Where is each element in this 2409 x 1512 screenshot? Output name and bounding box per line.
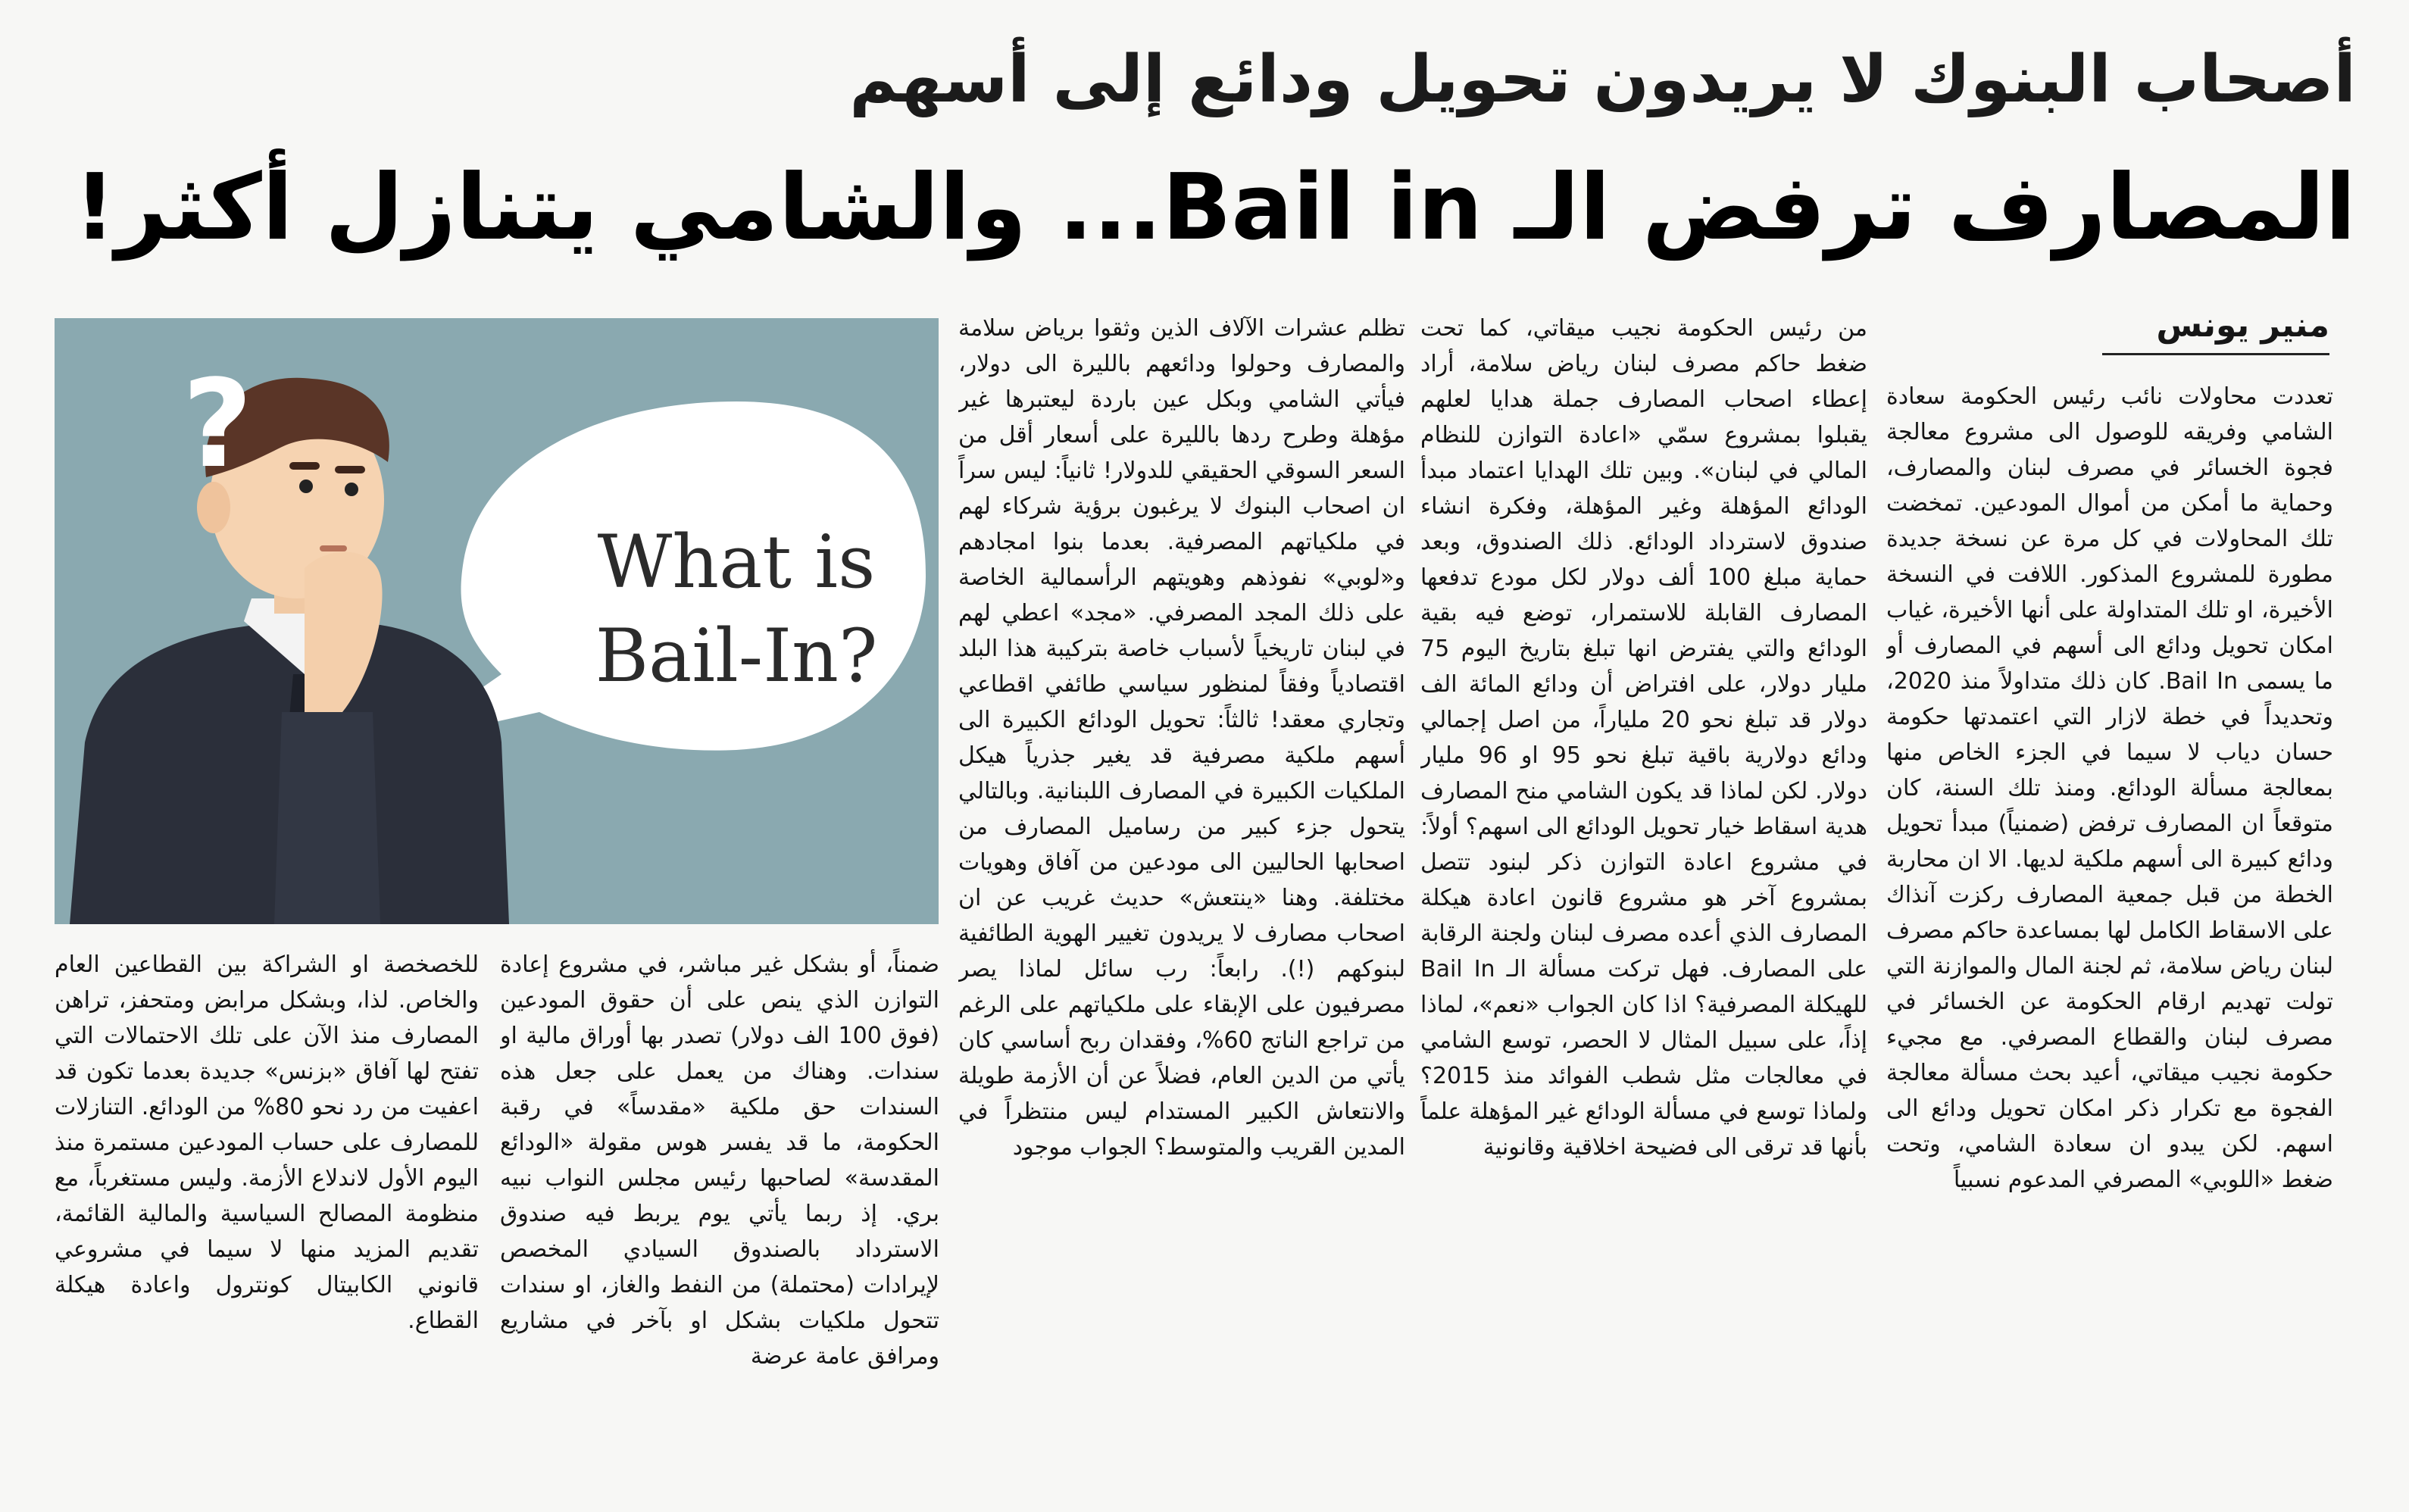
article-column-2: [1420, 311, 1867, 1485]
column-text: ضمناً، أو بشكل غير مباشر، في مشروع إعادة التوازن الذي ينص على أن حقوق المودعين (فوق 100 الف دولار) تصدر بها أوراق مالية او سندات. وهناك من يعمل على جعل هذه السندات حق ملكية «مقدساً» في رقبة الحكومة، ما قد يفسر هوس مقولة «الودائع المقدسة» لصاحبها رئيس مجلس النواب نبيه بري. إذ ربما يأتي يوم يربط فيه صندوق الاسترداد بالصندوق السيادي المخصص لإيرادات (محتملة) من النفط والغاز، او سندات تتحول ملكيات بشكل او بآخر في مشاريع ومرافق عامة عرضة: [500, 951, 939, 1370]
column-text: تظلم عشرات الآلاف الذين وثقوا برياض سلامة والمصارف وحولوا ودائعهم بالليرة الى دولار، فيأتي الشامي وبكل عين باردة ليعتبرها غير مؤهلة وطرح ردها بالليرة على أسعار أقل من السعر السوقي الحقيقي للدولار! ثانياً: ليس سراً ان اصحاب البنوك لا يرغبون برؤية شركاء لهم في ملكياتهم المصرفية. بعدما بنوا امجادهم و«لوبي» نفوذهم وهويتهم الرأسمالية الخاصة على ذلك المجد المصرفي. «مجد» اعطي لهم في لبنان تاريخياً لأسباب خاصة بتركيبة هذا البلد اقتصادياً وفقاً لمنظور سياسي طائفي اقطاعي وتجاري معقد! ثالثاً: تحويل الودائع الكبيرة الى أسهم ملكية مصرفية قد يغير جذرياً هيكل الملكيات الكبيرة في المصارف اللبنانية. وبالتالي يتحول جزء كبير من رساميل المصارف من اصحابها الحاليين الى مودعين من آفاق وهويات مختلفة. وهنا «ينتعش» حديث غريب عن ان اصحاب مصارف لا يريدون تغيير الهوية الطائفية لبنوكهم (!). رابعاً: رب سائل لماذا يصر مصرفيون على الإبقاء على ملكياتهم على الرغم من تراجع الناتج 60%، وفقدان ربح أساسي كان يأتي من الدين العام، فضلاً عن أن الأزمة طويلة والانتعاش الكبير المستدام ليس منتظراً في المدين القريب والمتوسط؟ الجواب موجود: [958, 315, 1405, 1161]
headline: المصارف ترفض الـ Bail in... والشامي يتنازل أكثر!: [73, 155, 2356, 261]
question-mark-icon: ?: [182, 353, 253, 495]
article-column-4: [500, 947, 939, 1485]
column-text: تعددت محاولات نائب رئيس الحكومة سعادة الشامي وفريقه للوصول الى مشروع معالجة فجوة الخسائر في مصرف لبنان والمصارف، وحماية ما أمكن من أموال المودعين. تمخضت تلك المحاولات في كل مرة عن نسخة جديدة مطورة للمشروع المذكور. اللافت في النسخة الأخيرة، او تلك المتداولة على أنها الأخيرة، غياب امكان تحويل ودائع الى أسهم في المصارف أو ما يسمى Bail In. كان ذلك متداولاً منذ 2020، وتحديداً في خطة لازار التي اعتمدتها حكومة حسان دياب لا سيما في الجزء الخاص منها بمعالجة مسألة الودائع. ومنذ تلك السنة، كان متوقعاً ان المصارف ترفض (ضمنياً) مبدأ تحويل ودائع كبيرة الى أسهم ملكية لديها. الا ان محاربة الخطة من قبل جمعية المصارف ركزت آنذاك على الاسقاط الكامل لها بمساعدة حاكم مصرف لبنان رياض سلامة، ثم لجنة المال والموازنة التي تولت تهديم ارقام الحكومة عن الخسائر في مصرف لبنان والقطاع المصرفي. مع مجيء حكومة نجيب ميقاتي، أعيد بحث مسألة معالجة الفجوة مع تكرار ذكر امكان تحويل ودائع الى اسهم. لكن يبدو ان سعادة الشامي، وتحت ضغط «اللوبي» المصرفي المدعوم نسبياً: [1886, 383, 2333, 1193]
article-column-5: [55, 947, 479, 1485]
article-photo: [55, 318, 939, 924]
kicker: أصحاب البنوك لا يريدون تحويل ودائع إلى أسهم: [849, 42, 2356, 117]
byline: منير يونس: [2102, 303, 2329, 355]
bubble-text: What is Bail-In?: [595, 520, 878, 698]
article-column-3: [958, 311, 1405, 1485]
article-column-1: [1886, 379, 2333, 1485]
column-text: للخصخصة او الشراكة بين القطاعين العام والخاص. لذا، وبشكل مرابض ومتحفز، تراهن المصارف منذ الآن على تلك الاحتمالات التي تفتح لها آفاق «بزنس» جديدة بعدما تكون قد اعفيت من رد نحو 80% من الودائع. التنازلات للمصارف على حساب المودعين مستمرة منذ اليوم الأول لاندلاع الأزمة. وليس مستغرباً، مع منظومة المصالح السياسية والمالية القائمة، تقديم المزيد منها لا سيما في مشروعي قانوني الكابيتال كونترول واعادة هيكلة القطاع.: [55, 951, 479, 1334]
column-text: من رئيس الحكومة نجيب ميقاتي، كما تحت ضغط حاكم مصرف لبنان رياض سلامة، أراد إعطاء اصحاب المصارف جملة هدايا لعلهم يقبلوا بمشروع سمّي «اعادة التوازن للنظام المالي في لبنان». وبين تلك الهدايا اعتماد مبدأ الودائع المؤهلة وغير المؤهلة، وفكرة انشاء صندوق لاسترداد الودائع. ذلك الصندوق، وبعد حماية مبلغ 100 ألف دولار لكل مودع تدفعها المصارف القابلة للاستمرار، توضع فيه بقية الودائع والتي يفترض انها تبلغ بتاريخ اليوم 75 مليار دولار، على افتراض أن ودائع المائة الف دولار قد تبلغ نحو 20 ملياراً، من اصل إجمالي ودائع دولارية باقية تبلغ نحو 95 او 96 مليار دولار. لكن لماذا قد يكون الشامي منح المصارف هدية اسقاط خيار تحويل الودائع الى اسهم؟ أولاً: في مشروع اعادة التوازن ذكر لبنود تتصل بمشروع آخر هو مشروع قانون اعادة هيكلة المصارف الذي أعده مصرف لبنان ولجنة الرقابة على المصارف. فهل تركت مسألة الـ Bail In للهيكلة المصرفية؟ اذا كان الجواب «نعم»، لماذا إذاً، على سبيل المثال لا الحصر، توسع الشامي في معالجات مثل شطب الفوائد منذ 2015؟ ولماذا توسع في مسألة الودائع غير المؤهلة علماً بأنها قد ترقى الى فضيحة اخلاقية وقانونية: [1420, 315, 1867, 1161]
